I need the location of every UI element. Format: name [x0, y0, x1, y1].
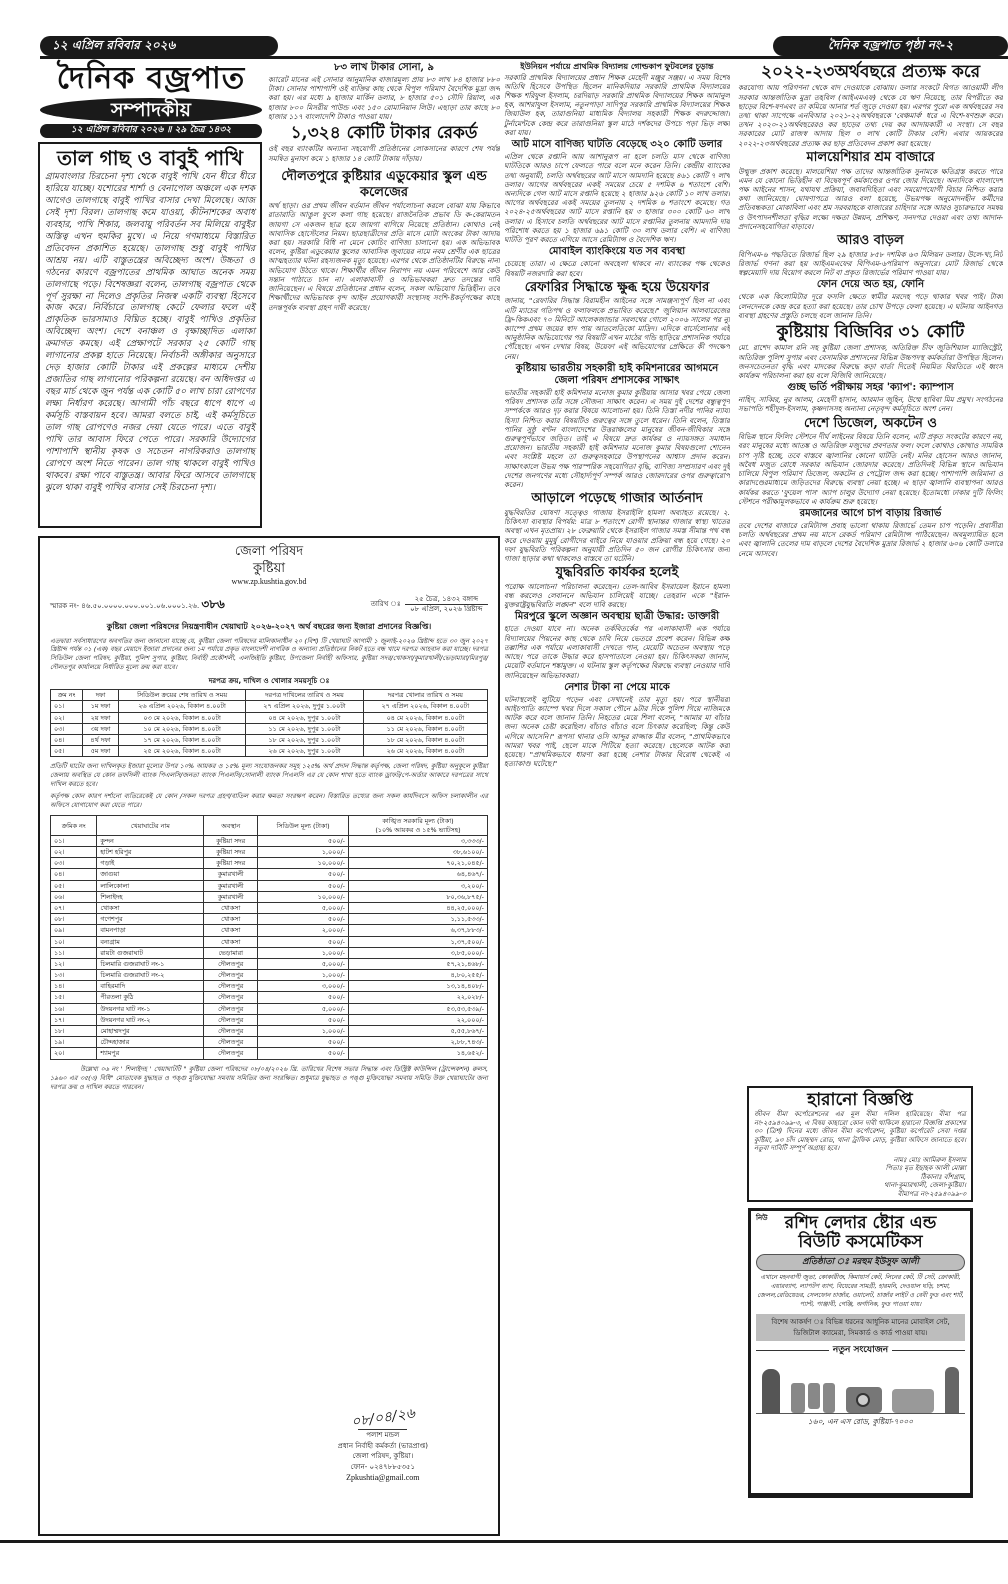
- headline-indian-commissioner: কুষ্টিয়ায় ভারতীয় সহকারী হাই কমিশনারের আগমনে জেলা পরিষদ প্রশাসকের সাক্ষাৎ: [515, 362, 719, 386]
- ghat-cell: ১১।: [51, 947, 97, 958]
- editorial-body: গ্রামবাংলার চিরচেনা দৃশ্য থেকে বাবুই পাখি যেন ধীরে ধীরে হারিয়ে যাচ্ছে। যশোরের শার্শা ও বেনাপোল অঞ্চলে এক দশক আগেও তালগাছে বাবুই পাখির বাসার দেখা মিলেছে। আজ সেই দৃশ্য বিরল। তালগাছ কমে যাওয়া, কীটনাশকের অবাধ ব্যবহার, পাখি শিকার, জলবায়ু পরিবর্তন সব মিলিয়ে বাবুইর অস্তিত্ব এখন হুমকির মুখে। এ নিয়ে গণমাধ্যমে বিস্তারিত প্রতিবেদন প্রকাশিত হয়েছে। তালগাছ শুধু বাবুই পাখির আশ্রয় নয়। এটি বাস্তুতন্ত্রের অবিচ্ছেদ্য অংশ। উচ্চতা ও গঠনের কারণে বজ্রপাতের প্রাথমিক আঘাত অনেক সময় তালগাছে পড়ে। বিশেষজ্ঞরা বলেন, তালগাছ বজ্রপাত থেকে পূর্ণ সুরক্ষা না দিলেও প্রকৃতির নিজস্ব একটি ব্যবস্থা হিসেবে কাজ করে। নির্বিচারে তালগাছ কেটে ফেলার ফলে এই প্রাকৃতিক ভারসাম্যও বিঘ্নিত হচ্ছে। বাবুই পাখিও প্রকৃতির অবিচ্ছেদ্য অংশ। দেশে বনাঞ্চল ও বৃক্ষাচ্ছাদিত এলাকা ক্রমাগত কমছে। এই প্রেক্ষাপটে সরকার ২৫ কোটি গাছ লাগানোর প্রকল্প হাতে নিয়েছে। নির্বাচনী অঙ্গীকার অনুসারে দেড় হাজার কোটি টাকার এই প্রকল্পের মাধ্যমে দেশীয় প্রজাতির গাছ লাগানোর পরিকল্পনা রয়েছে। বন অধিদপ্তর এ বছর মার্চ থেকে জুন পর্যন্ত এক কোটি ৫০ লাখ চারা রোপণের লক্ষ্য নির্ধারণ করেছে। আগামী পাঁচ বছরে ধাপে ধাপে এ কর্মসূচি বাস্তবায়ন হবে। আমরা বলতে চাই, এই কর্মসূচিতে তাল গাছ রোপণেও নজর দেয়া যেতে পারে। এতে বাবুই পাখি তার আবাস ফিরে পেতে পারে। সরকারি উদ্যোগের পাশাপাশি স্থানীয় কৃষক ও সচেতন নাগরিকরাও তালগাছ রোপণে অংশ নিতে পারেন। তাল গাছ থাকলে বাবুই পাখিও থাকবে। রক্ষা পাবে বাস্তুতন্ত্র। আবার ফিরে আসবে তালগাছে ঝুলে থাকা বাবুই পাখির বাসার সেই চিরচেনা দৃশ্য।: [45, 172, 255, 493]
- schedule-cell: ০৪।: [51, 734, 83, 745]
- ghat-cell: ১৭।: [51, 1014, 97, 1025]
- schedule-header-cell: দরপত্র খোলার তারিখ ও সময়: [363, 690, 487, 701]
- person-image-icon: [945, 1367, 959, 1413]
- article-uefa: জানায়, "রেফারির সিদ্ধান্ত বিরামহীন আইনের সঙ্গে সামঞ্জস্যপূর্ণ ছিল না এবং এটি ম্যাচের গতিপথ ও ফলাফলকে প্রভাবিত করেছে।" জুলিয়ান আলবারেজের ফ্রি-কিকএবং ৭০ মিনিটে আলেকজান্ডার সরলথের গোলে ২০০৬ সালের পর ন্যু ক্যাম্পে প্রথম জয়ের স্বাদ পায় আতলেতিকো মাদ্রিদ। এদিকে বার্সেলোনার এই আনুষ্ঠানিক অভিযোগের পর বিষয়টি এখন মাঠের গন্ডি ছাড়িয়ে প্রশাসনিক পর্যায়ে পৌঁছেছে। এখন দেখার বিষয়, উয়েফা এই অভিযোগের প্রেক্ষিতে কী পদক্ষেপ নেয়।: [504, 296, 730, 361]
- ad-products: এখানে মহনবাগী জুতা, কোকারীজ, কিমায়ার্স কেট, লিনের কেট, টি সেট, ক্রোকারী, এয়ারব্যাগ, ল্যাপটপ ব্যাগ, বিয়েরের সামগ্রী, হারমনি, দেওয়াল ঘড়ি, চশমা, জেলল,রেডিয়েডর, সেলফোন চার্জার, ওয়ালেট, চার্জার লাইট ও বেবী ফুড এবং শার্ট, প্যান্ট, পাঞ্জাবী, গেঞ্জি, অর্গানিক, ফুড পাওয়া যায়।: [757, 1274, 964, 1309]
- ghat-cell: দৌলতপুর: [204, 992, 258, 1003]
- date-line-text: ১২ এপ্রিল রবিবার ২০২৬ ॥ ২৯ চৈত্র ১৪৩২: [70, 125, 232, 136]
- ghat-header-cell: কাঙ্খিত সরকারি মূল্য (টাকা) (১০% আয়কর ও ১৫% ভ্যাটসহ): [348, 816, 487, 835]
- headline-admission: গুচ্ছ ভর্তি পরীক্ষায় সহর 'ক্যাপ': ক্যাম্পাস: [787, 382, 954, 394]
- ghat-cell: ০৭।: [51, 902, 97, 913]
- ghat-cell: ১,০০০/-: [258, 970, 349, 981]
- signer-name: পলাশ মন্ডল: [358, 1429, 407, 1441]
- ghat-cell: ভেড়ামারা: [204, 947, 258, 958]
- headline-diesel: দেশে ডিজেল, অকটেন ও: [804, 415, 937, 431]
- memo-number: স্মারক নং- ৪৬.৫০.০০০০.০০০.০০১.০৬.০০০১.২৬.: [50, 602, 200, 611]
- schedule-cell: ০৪ মে ২০২৬, দুপুর ১.০০টা: [246, 712, 363, 723]
- tender-org: জেলা পরিষদ: [234, 544, 304, 559]
- lost-notice-sign-line: বীমাপত্র নং-২৫৯৪০৯৯-৩: [897, 1189, 966, 1198]
- page-number-text: দৈনিক বজ্রপাত পৃষ্ঠা নং-২: [827, 38, 954, 53]
- signature-block: [337, 1405, 428, 1484]
- ghat-cell: ৫০০/-: [258, 880, 349, 891]
- ghat-row: [51, 869, 488, 880]
- mobile-phone-icon: [791, 1383, 805, 1413]
- schedule-header-cell: দরপত্র দাখিলের তারিখ ও সময়: [246, 690, 363, 701]
- ghat-row: [51, 947, 488, 958]
- schedule-table: [50, 689, 488, 757]
- ghat-cell: দৌলতপুর: [204, 981, 258, 992]
- tender-district: কুষ্টিয়া: [252, 560, 286, 576]
- schedule-cell: ২৫ মে ২০২৬, বিকাল ৪.০০টা: [118, 746, 245, 757]
- headline-murder: নেশার টাকা না পেয়ে মাকে: [564, 681, 670, 693]
- ghat-row: [51, 1014, 488, 1025]
- ghat-cell: ১,০০০/-: [258, 947, 349, 958]
- article-admission: নাহিদ, সাব্বির, নুর আলম, মেহেদী হাসান, আরমান জুহিন, উম্মে হাবিবা মিম প্রমুখ। সংগঠনের সভাপতি শহীদুল-ইসলাম, কৃষ্ণদাসসহ অন্যান্য নেতৃবৃন্দ কর্মসূচিতে অংশ নেন।: [738, 395, 1003, 414]
- ghat-cell: ৩৮,৬১০০/-: [348, 847, 487, 858]
- ghat-cell: ১৯।: [51, 1037, 97, 1048]
- ghat-cell: দৌলতপুর: [204, 1003, 258, 1014]
- article-bgb: মো. রাশেদ কামাল রনি সহ কুষ্টিয়া জেলা প্রশাসক, অতিরিক্ত চীফ জুডিশিয়াল ম্যাজিস্ট্রেট, অতিরিক্ত পুলিশ সুপার এবং বেসামরিক প্রশাসনের বিভিন্ন উচ্চপদস্থ কর্মকর্তারা উপস্থিত ছিলেন। জনসচেতনতা বৃদ্ধি এবং মাদকের বিরুদ্ধে কড়া বার্তা দিতেই নিয়মিত বিরতিতে এই ধ্বংস কার্যক্রম পরিচালনা করা হয় বলে বিজিবি জানিয়েছে।: [738, 343, 1003, 380]
- lost-notice-title: হারানো বিজ্ঞপ্তি: [807, 1090, 913, 1110]
- schedule-cell: ০২।: [51, 712, 83, 723]
- ghat-cell: ১৩,১৪,৪০৮/-: [348, 981, 487, 992]
- ghat-cell: ০৩।: [51, 858, 97, 869]
- footer-rule: [0, 1540, 1008, 1543]
- headline-tax: ২০২২-২৩অর্থবছরে প্রত্যক্ষ করে: [760, 62, 981, 82]
- lost-notice-sign-line: ঠিকানাঃ বাঁশগ্রাম,: [920, 1172, 966, 1181]
- ghat-cell: খোকসা: [204, 925, 258, 936]
- column-2: [268, 60, 500, 534]
- headline-mobile-banking: মোবাইল ব্যাংকিংয়ে যত সব ব্যবস্থা: [548, 246, 686, 258]
- ghat-cell: ৫,৫৫,৮৬৭/-: [348, 1026, 487, 1037]
- signature-date: ০৮/০৪/২৬: [349, 1405, 416, 1431]
- ghat-cell: ১৩।: [51, 970, 97, 981]
- tender-notice: [38, 536, 500, 1536]
- ghat-cell: ২০।: [51, 1048, 97, 1059]
- signer-office: জেলা পরিষদ, কুষ্টিয়া।: [352, 1452, 414, 1460]
- ghat-cell: খোকসা: [204, 936, 258, 947]
- ghat-cell: খোকসা: [97, 902, 204, 913]
- ghat-cell: দৌলতপুর: [204, 1037, 258, 1048]
- headline-gaza: আড়ালে পড়েছে গাজার আর্তনাদ: [531, 491, 703, 507]
- ghat-row: [51, 1003, 488, 1014]
- article-tax: করযোগ্য আয় পরিগণনা থেকে বাদ দেওয়াকে বোঝায়। ডলার সংকটে বিগত আওয়ামী লীগ সরকার আন্তর্জাতিক মুদ্রা তহবিল (আইএমএফ) থেকে যে ঋণ নিয়েছে, তার বিপরীতে কর ছাড়ের বিশে-ষণএবং তা কমিয়ে আনার শর্ত জুড়ে দেওয়া হয়। এরপর পুরো এক অর্থবছরের সব তথ্য থাকা সাপেক্ষে এনবিআর ২০২১-২২অর্থবছরকে 'বেঞ্চমার্ক' ধরে এ বিশে-ষণশুরু করে। তখন ২০২০-২১অর্থবছরেরও কর ছাড়ের তথ্য দেয় কর আদায়কারী এ সংস্থা। সে বছর সরকারের মোট রাজস্ব আদায় ছিল ৩ লাখ কোটি টাকার বেশি। এবার আয়করের ২০২২-২৩অর্থবছরের প্রত্যক্ষ কর ছাড় প্রতিবেদন প্রকাশ করা হয়েছে।: [738, 83, 1003, 148]
- schedule-cell: ৫ম দফা: [83, 746, 119, 757]
- schedule-cell: ০৫।: [51, 746, 83, 757]
- ghat-cell: জাগুয়া: [97, 869, 204, 880]
- ghat-row: [51, 902, 488, 913]
- person-image-icon: [762, 1369, 780, 1413]
- ad-new-arrival: নতুন সংযোজন: [832, 1345, 889, 1356]
- article-remittance: তবে দেশের বাজারে রেমিট্যান্স প্রবাহ ভালো থাকায় রিজার্ভে তেমন চাপ পড়েনি। প্রবাসীরা চলতি অর্থবছরের প্রথম নয় মাসে রেকর্ড পরিমাণ রেমিট্যান্স পাঠিয়েছেন। অবমূল্যায়িত হলে এবং জ্বালানি তেলের দাম বাড়লে দেশের বৈদেশিক মুদ্রার রিজার্ভ ২ হাজার ৬০৬ কোটি ডলারে নেমে আসবে।: [738, 521, 1003, 558]
- schedule-cell: ০৩।: [51, 723, 83, 734]
- article-murder: ঘটনাস্থলেই লুটিয়ে পড়েন এবং সেখানেই তার মৃত্যু হয়। পরে স্থানীয়রা আইচপাতি ক্যাম্পে খবর দিলে সকাল পৌনে ৯টার দিকে পুলিশ গিয়ে নাজিমকে আটক করে বলে জানান তিনি। নিহতের মেয়ে শিলা বলেন, "আমার মা বাঁচার জন্য অনেক চেষ্টা করেছিল। বাঁচাও বাঁচাও বলে চিৎকার করেছিল; কিন্তু কেউ এগিয়ে আসেনি।" রূপসা থানার ওসি আব্দুর রাজ্জাক মীর বলেন, "প্রাথমিকভাবে আমরা খবর পাই, ছেলে মাকে পিটিয়ে হত্যা করেছে। ছেলেকে আটক করা হয়েছে। "প্রাথমিকভাবে ধারণা করা হচ্ছে নেশার টাকার বিরোধ থেকেই এ হত্যাকাণ্ড ঘটেছে।": [504, 694, 730, 769]
- schedule-cell: ০৩ মে ২০২৬, বিকাল ৪.০০টা: [118, 712, 245, 723]
- ghat-cell: ০২।: [51, 847, 97, 858]
- ghat-cell: হাটশ হরিপুর: [97, 847, 204, 858]
- schedule-cell: ১১ মে ২০২৬, দুপুর ১.০০টা: [246, 723, 363, 734]
- headline-educare: দৌলতপুরে কুষ্টিয়ার এডুকেয়ার স্কুল এন্ড কলেজের: [281, 168, 487, 200]
- ghat-cell: বামনপাড়া: [97, 925, 204, 936]
- ghat-cell: ৫৩,৫৩,৫৩৯/-: [348, 1003, 487, 1014]
- ghat-cell: ৫০০/-: [258, 936, 349, 947]
- ghat-row: [51, 914, 488, 925]
- schedule-cell: ১০ মে ২০২৬, বিকাল ৪.০০টা: [118, 723, 245, 734]
- schedule-header-cell: সিডিউল ক্রয়ের শেষ তারিখ ও সময়: [118, 690, 245, 701]
- ghat-cell: দৌলতপুর: [204, 970, 258, 981]
- ghat-cell: ৫০০/-: [258, 1014, 349, 1025]
- schedule-cell: ১ম দফা: [83, 701, 119, 712]
- ghat-cell: ৩,৩৩৩/-: [348, 835, 487, 846]
- headline-bgb: কুষ্টিয়ায় বিজিবির ৩১ কোটি: [776, 321, 965, 342]
- schedule-cell: ২৭ এপ্রিল ২০২৬, বিকাল ৪.০০টা: [363, 701, 487, 712]
- ghat-row: [51, 1026, 488, 1037]
- ghat-cell: দৌলতপুর: [204, 958, 258, 969]
- video-camera-icon: [892, 1389, 934, 1413]
- masthead: দৈনিক বজ্রপাত: [56, 61, 246, 96]
- ghat-cell: ৫,০০০/-: [258, 958, 349, 969]
- ghat-cell: ০৫।: [51, 880, 97, 891]
- editorial-box: [38, 142, 262, 528]
- ghat-cell: উদয়নগর ঘাট নং-২: [97, 1014, 204, 1025]
- schedule-row: [51, 712, 488, 723]
- ghat-cell: শিলাইদহ: [97, 891, 204, 902]
- ghat-row: [51, 1048, 488, 1059]
- schedule-header-cell: দফা: [83, 690, 119, 701]
- ad-new-tag: নিউ: [756, 1213, 768, 1222]
- ghat-cell: খোকসা: [204, 914, 258, 925]
- ghat-cell: ৬,৩৭,৮৮৩/-: [348, 925, 487, 936]
- ghat-cell: ৩,২০০/-: [348, 880, 487, 891]
- ghat-row: [51, 958, 488, 969]
- ghat-row: [51, 936, 488, 947]
- date-pill-text: ১২ এপ্রিল রবিবার ২০২৬: [52, 38, 176, 53]
- ghat-cell: গণেশপুর: [97, 914, 204, 925]
- schedule-cell: ০১।: [51, 701, 83, 712]
- ghat-cell: ১০,০০০/-: [258, 858, 349, 869]
- ad-address: ১৬০, এন এস রোড, কুষ্টিয়া-৭০০০: [807, 1416, 914, 1426]
- ghat-cell: ০১।: [51, 835, 97, 846]
- ghat-cell: ২,৮৮,৭৪৩/-: [348, 1037, 487, 1048]
- signer-title: প্রধান নির্বাহী কর্মকর্তা (ভারপ্রাপ্ত): [337, 1441, 428, 1450]
- lost-notice-sign-line: পিতাঃ মৃত ইছাহক আলী মোল্লা: [885, 1164, 966, 1173]
- article-malaysia: উন্মুক্ত প্রকাশ করেছে। মালয়েশিয়া পক্ষ তাদের আন্তর্জাতিক সুনামকে ক্ষতিগ্রস্ত করতে পারে এমন যে কোনো ভিত্তিহীন বা বিদ্বেষপূর্ণ কর্মকাণ্ডের ওপর জোর দিয়েছে। অন্যদিকে বাংলাদেশ পক্ষ আইনের শাসন, যথাযথ প্রক্রিয়া, জবাবদিহিতা এবং সময়োপযোগী বিচার নিশ্চিত করার কথা জানিয়েছে। ঘোষণাপত্রে আরও বলা হয়েছে, উভয়পক্ষ অনুমোদনহীন কর্মীদের প্রতিবন্ধকতা মোকাবিলা এবং শ্রম সরবরাহকে বাজারের চাহিদার সঙ্গে আরও সুচারুভাবে সমন্বয় ও উৎপাদনশীলতা বৃদ্ধির লক্ষ্যে দক্ষতা উন্নয়ন, প্রশিক্ষণ, সনদপত্র দেওয়া এবং তথ্য আদান-প্রদানেসহযোগিতা বাড়াবে।: [738, 166, 1003, 231]
- ghat-cell: ১,৩৭,৫০০/-: [348, 936, 487, 947]
- ghat-cell: ০৪।: [51, 869, 97, 880]
- article-mobile-banking: চেয়েছে তারা। এ ক্ষেত্রে কোনো অবহেলা থাকবে না। ব্যাংকের পক্ষ থেকেও বিষয়টি নজরদারি করা হবে।: [504, 259, 730, 278]
- ghat-cell: ১৪।: [51, 981, 97, 992]
- article-ceasefire: পরোক্ষ আলোচনা পরিচালনা করেছেন। তেল-আবিব ইসরায়েল ইরানে হামলা বন্ধ করলেও লেবাননে অভিযান চালিয়েই যাচ্ছে। তেহরান একে "ইরান-যুক্তরাষ্ট্রযুদ্ধবিরতি লঙ্ঘন" বলে দাবি করছে।: [504, 581, 730, 610]
- column-3: [504, 60, 730, 1540]
- ghat-cell: কুমারখালী: [204, 880, 258, 891]
- schedule-cell: ১৮ মে ২০২৬, বিকাল ৪.০০টা: [363, 734, 487, 745]
- schedule-row: [51, 746, 488, 757]
- ghat-cell: উদয়নগর ঘাট নং-১: [97, 1003, 204, 1014]
- ghat-cell: বন্যগ্রাম: [97, 936, 204, 947]
- headline-football: ইউনিয়ন পর্যায়ে প্রাথমিক বিদ্যালয় গোল্ডকাপ ফুটবলের চূড়ান্ত: [520, 61, 714, 71]
- camera-icon: [846, 1387, 882, 1413]
- ghat-cell: ৫০০/-: [258, 1048, 349, 1059]
- headline-mirpur-school: মিরপুরে স্কুলে অজ্ঞান অবস্থায় ছাত্রী উদ্ধার: ডাক্তারী: [514, 611, 720, 623]
- article-trade-deficit: এপ্রিল থেকে রপ্তানি আয় আশানুরূপ না হলে চলতি মাস থেকে বাণিজ্য ঘাটতিকে আরও চাপে ফেলতে পারে বলে মনে করেন তিনি। কেন্দ্রীয় ব্যাংকের তথ্য অনুযায়ী, চলতি অর্থবছরের আট মাসে আমদানি হয়েছে ৪৬১ কোটি ৭ লাখ ডলার। আগের অর্থবছরের একই সময়ের চেয়ে ৫ দশমিক ৬ শতাংশে বেশি। অন্যদিকে গেল আট মাসে রপ্তানি হয়েছে ২ হাজার ৯২৬ কোটি ১০ লাখ ডলার। আগের অর্থবছরের একই সময়ের তুলনায় ২ দশমিক ৬ শতাংশে কমেছে। গত ২০২৪-২৫অর্থবছরের আট মাসে রপ্তানি হয় ৩ হাজার ৩০০ কোটি ৬০ লাখ ডলার। এ হিসাবে চলতি অর্থবছরের আট মাসে রপ্তানির তুলনায় আমদানি দায় পরিশোধ করতে হয় ১ হাজার ৬৯১ কোটি ৩০ লাখ ডলার বেশি। এ বাণিজ্য ঘাটতি পূরণ করতে এগিয়ে আসে রেমিট্যান্স ও বৈদেশিক ঋণ।: [504, 152, 730, 245]
- ghat-cell: রায়টা গুজরাঘাট: [97, 947, 204, 958]
- ghat-row: [51, 1037, 488, 1048]
- schedule-row: [51, 723, 488, 734]
- ghat-row: [51, 858, 488, 869]
- headline-reserve: আরও বাড়ল: [837, 233, 904, 249]
- ghat-row: [51, 992, 488, 1003]
- ghat-cell: খোকসা: [204, 902, 258, 913]
- ghat-cell: ৫,০০০/-: [258, 1003, 349, 1014]
- ghat-row: [51, 981, 488, 992]
- ghat-cell: কুন্দন: [97, 835, 204, 846]
- schedule-cell: ০৪ মে ২০২৬, বিকাল ৪.০০টা: [363, 712, 487, 723]
- ghat-cell: পীরতলা কুঠি: [97, 992, 204, 1003]
- ghat-cell: কুষ্টিয়া সদর: [204, 847, 258, 858]
- date-label: তারিখ ঃ: [370, 600, 401, 609]
- ghat-cell: ১,০০০/-: [258, 1026, 349, 1037]
- ghat-cell: ১২।: [51, 958, 97, 969]
- article-phone: থেকে এক কিলোমিটার দূরে ফসলি ক্ষেতে স্বামীর মরদেহ পড়ে থাকার খবর পাই। টাকা লেনদেনকে কেন্দ্র করে হত্যা করা হয়েছে। তার চোখ উপড়ে ফেলা হয়েছে। এ ঘটনায় আইনগত ব্যবস্থা গ্রহণের প্রস্তুতি চলছে বলে জানান তিনি।: [738, 292, 1003, 320]
- ghat-cell: ৫০০/-: [258, 992, 349, 1003]
- article-gold: ক্যারেট মানের এই সোনার আনুমানিক বাজারমূল্য প্রায় ৮৩ লাখ ৮৪ হাজার ৮৮০ টাকা। সোনার পাশাপাশি ওই ব্যক্তির কাছ থেকে বিপুল পরিমাণ বৈদেশিক মুদ্রা জব্দ করা হয়। এর মধ্যে ৯ হাজার মার্কিন ডলার, ৮ হাজার ৫০১ সৌদি রিয়াল, এক হাজার ৮০০ মিসরীয় পাউন্ড এবং ১৫০ রোমানিয়ান লিউ। এছাড়া তার কাছে ৮০ হাজার ১১৭ বাংলাদেশি টাকাও পাওয়া যায়।: [268, 75, 500, 121]
- ghat-cell: গড়াই: [97, 858, 204, 869]
- article-mirpur-school: হাতে দেওয়া যাবে না। অনেক তর্কবিতর্কের পর এলাকাবাসী এক পর্যায়ে বিদ্যালয়ের পিয়নের কাছ থেকে চাবি নিয়ে ভেতরে প্রবেশ করেন। বিভিন্ন কক্ষ তল্লাশির এক পর্যায়ে এলাকাবাসী দেখতে পান, মেয়েটি অচেতন অবস্থায় পড়ে আছে। পরে তাকে উদ্ধার করে হাসপাতালে নেওয়া হয়। চিকিৎসকরা জানান, মেয়েটি বর্তমানে শঙ্কামুক্ত। এ ঘটনায় স্কুল কর্তৃপক্ষের বিরুদ্ধে ব্যবস্থা নেওয়ার দাবি জানিয়েছেন অভিভাবকরা।: [504, 624, 730, 680]
- ad-special-offer: বিশেষ আকর্ষণ ঃ বিভিন্ন ধরনের আধুনিক মানের মোবাইল সেট, ডিজিটাল ক্যামেরা, সিমকার্ড ও কার্ড পাওয়া যায়।: [756, 1314, 965, 1341]
- ad-product-images: [756, 1360, 965, 1414]
- ghat-header-cell: খেয়াঘাটের নাম: [97, 816, 204, 835]
- editorial-title: তাল গাছ ও বাবুই পাখি: [56, 146, 243, 170]
- ghat-cell: চৌদ্দহাজার: [97, 1037, 204, 1048]
- date-line: [40, 124, 262, 138]
- schedule-cell: ৪র্থ দফা: [83, 734, 119, 745]
- lost-notice: [747, 1086, 973, 1202]
- schedule-cell: ৩য় দফা: [83, 723, 119, 734]
- mobile-phone-icon: [808, 1383, 820, 1409]
- signer-phone: ফোন- ০২৪৭৮৮৫৩৫১: [350, 1462, 415, 1471]
- ghat-cell: ২,০০০/-: [258, 925, 349, 936]
- ghat-cell: লালিকোলা: [97, 880, 204, 891]
- page-pill: [773, 36, 1008, 56]
- schedule-cell: ১১ মে ২০২৬, বিকাল ৪.০০টা: [363, 723, 487, 734]
- ghat-cell: ৫০০/-: [258, 869, 349, 880]
- leather-store-ad: [748, 1208, 973, 1498]
- schedule-cell: ১৮ মে ২০২৬, দুপুর ১.০০টা: [246, 734, 363, 745]
- tender-footnote: উল্লেখ্য ০৬ নং ' শিলাইদহ ' খেয়াঘাটটি " কুষ্টিয়া জেলা পরিষদের ০৮/০৪/২০২৬ খ্রি. তারিখের বিশেষ সভার সিদ্ধান্ত এবং ডিস্ট্রিক্ট কাউন্সিল (ট্রান্সেকশন) রুলস, ১৯৬০ এর ৩৫(৩) বিধি" মোতাবেক যুদ্ধাহত ও পঙ্গু মুক্তিযোদ্ধা সমবায় সমিতির জন্য সংরক্ষিত। শুধুমাত্র যুদ্ধাহত ও পঙ্গু মুক্তিযোদ্ধা সমবায় সমিতি উক্ত খেয়াঘাটের জন্য দরপত্র ক্রয় ও দাখিল করতে পারবেন।: [50, 1064, 488, 1091]
- ghat-cell: মোহাম্মদপুর: [97, 1026, 204, 1037]
- ghat-header-cell: অবস্থান: [204, 816, 258, 835]
- ghat-cell: দৌলতপুর: [204, 1014, 258, 1025]
- ad-store-name-1: রশিদ লেদার ষ্টোর এন্ড: [784, 1213, 937, 1233]
- schedule-cell: ২য় দফা: [83, 712, 119, 723]
- signer-email[interactable]: Zpkushtia@gmail.com: [346, 1473, 420, 1482]
- schedule-title: দরপত্র ক্রয়, দাখিল ও খোলার সময়সূচি ঃ: [208, 677, 330, 686]
- headline-trade-deficit: আট মাসে বাণিজ্য ঘাটতি বেড়েছে ৩২০ কোটি ডলার: [511, 139, 723, 151]
- ghat-row: [51, 970, 488, 981]
- ghat-cell: ৬৪,৪৬৭/-: [348, 869, 487, 880]
- ghat-cell: ০৯।: [51, 925, 97, 936]
- date-bengali: ২৫ চৈত্র, ১৪৩২ বঙ্গাব্দ: [405, 595, 488, 605]
- mobile-phone-icon: [823, 1383, 835, 1413]
- ghat-cell: ৮০,৩৬,৮৭৫/-: [348, 891, 487, 902]
- schedule-cell: ২৭ এপ্রিল ২০২৬, দুপুর ১.০০টা: [246, 701, 363, 712]
- ghat-row: [51, 847, 488, 858]
- article-diesel: বিভিন্ন স্থানে ফিলিং স্টেশনে দীর্ঘ লাইনের বিষয়ে তিনি বলেন, এটি প্রকৃত সংকটের কারণে নয়, বরং মানুষের মধ্যে আতঙ্ক ও অতিরিক্ত মজুদের প্রবণতার ফল। ফলে কোথাও কোথাও সাময়িক চাপ সৃষ্টি হচ্ছে, তবে বাস্তবে জ্বালানির কোনো ঘাটতি নেই। মনির হোসেন আরও জানান, অবৈধ মজুত রোধে সরকার অভিযান জোরদার করেছে। প্রতিদিনই বিভিন্ন স্থানে অভিযান চালিয়ে বিপুল পরিমাণ ডিজেল, অকটেন ও পেট্রোল জব্দ করা হচ্ছে। পাশাপাশি জরিমানা ও কারাদণ্ডেরমাধ্যমে জড়িতদের বিরুদ্ধে ব্যবস্থা নেয়া হচ্ছে। এ ছাড়া জ্বালানি ব্যবস্থাপনা আরও কার্যকর করতে 'ফুয়েল পাস' অ্যাপ চালুর উদ্যোগ নেয়া হয়েছে। ইতোমধ্যে ঢাকার দুটি ফিলিং স্টেশনে পরীক্ষামূলকভাবে এ কার্যক্রম শুরু হয়েছে।: [738, 432, 1003, 506]
- ghat-cell: ৩,৮৫,০০০/-: [348, 947, 487, 958]
- ghat-cell: ৪৪,২৫,০০০/-: [348, 902, 487, 913]
- ghat-row: [51, 880, 488, 891]
- ghat-cell: দৌলতপুর: [204, 1048, 258, 1059]
- article-educare: অর্থ ছাড়া। ওর প্রথম জীবন বর্তমান জীবন পর্যালোচনা করলে বোঝা যায় কিভাবে রাতারাতি আঙুল ফুলে কলা গাছ হয়েছে। রাজনৈতিক প্রভাব ডি ক-কেরামতন জায়গা সে একজন ছাত্র হয়ে জায়গা বাগিয়ে নিয়েছে প্রতিষ্ঠান। কোথাও নেই আবাসিক হোস্টেলের নিয়ম। ছাত্রছাত্রীদের প্রতি মাসে মোটা অংকের টাকা আদায় করা হয়। সরকারি বিধি না মেনে কোচিং বাণিজ্য চালানো হয়। এক অভিভাবক বলেন, কুষ্টিয়া এডুকেয়ার স্কুলের আবাসিক জুবায়ের নামে নবম শ্রেণীর এক ছাত্রের আত্মহত্যার ঘটনা রহস্যজনক মৃত্যু হয়েছে। এরপর থেকে প্রতিষ্ঠানটির বিরুদ্ধে নানা অভিযোগ উঠতে থাকে। শিক্ষার্থীর জীবন নিরাপদ নয় এমন পরিবেশে আর কেউ সন্তান পাঠাতে চান না। এলাকাবাসী ও অভিভাবকরা দ্রুত তদন্তের দাবি জানিয়েছেন। এ বিষয়ে প্রতিষ্ঠানের প্রধান বলেন, সকল অভিযোগ ভিত্তিহীন। তবে শিক্ষার্থীদের অভিভাবক বৃন্দ আইন প্রয়োগকারী সংস্থাসহ সংশি-ষ্টকর্তৃপক্ষের কাছে তদন্তপূর্বক ব্যবস্থা গ্রহণ দাবী করেছে।: [268, 201, 500, 312]
- ghat-cell: ১৮।: [51, 1026, 97, 1037]
- memo-handwritten: ৩৮৬: [201, 597, 225, 612]
- ghat-cell: দৌলতপুর: [204, 1026, 258, 1037]
- article-gaza: যুদ্ধবিরতির ঘোষণা সত্ত্বেও গাজায় ইসরাইলি হামলা অব্যাহত রয়েছে। ২. চিকিৎসা ব্যবস্থার বিপর্যয়: মাত্র ৮ শতাংশে রোগী স্থানান্তর গাজার স্বাস্থ্য খাতের অবস্থা এখন মৃতপ্রায়। ২৮ ফেব্রুয়ারি থেকে ইসরাইল গাজার সমস্ত সীমান্ত পথ বন্ধ করে দেওয়ায় মুমূর্ষু রোগীদের বাইরে নিয়ে যাওয়ার প্রক্রিয়া বন্ধ হয়ে গেছে। ২০ দফা যুদ্ধবিরতি পরিকল্পনা অনুযায়ী প্রতিদিন ৫০ জন রোগীর চিকিৎসার জন্য গাজা ছাড়ার কথা থাকলেও বাস্তবে তা ঘটেনি।: [504, 507, 730, 563]
- ghat-cell: ২২,০২৮/-: [348, 992, 487, 1003]
- schedule-row: [51, 734, 488, 745]
- tender-intro: এতদ্বারা সর্বসাধারণের অবগতির জন্য জানানো যাচ্ছে যে, কুষ্টিয়া জেলা পরিষদের মালিকানাধীন ২০ (বিশ) টি খেয়াঘাট আগামী ১ জুলাই-২০২৬ খ্রিষ্টাব্দ হতে ৩০ জুন ২০২৭ খ্রিষ্টাব্দ পর্যন্ত ০১ (এক) বছর মেয়াদে ইজারা প্রদানের জন্য ১ম পর্যায়ে প্রকৃত বাংলাদেশী নাগরিক ও অন্যান্য প্রতিষ্ঠানের নিকট হতে বন্ধ খামে দরপত্র আহবান করা যাচ্ছে। দরপত্র সিডিউল জেলা পরিষদ, কুষ্টিয়া, পুলিশ সুপার, কুষ্টিয়া, নির্বাহী প্রকৌশলী, এলজিইডি কুষ্টিয়া, উপজেলা নির্বাহী অফিসার, কুষ্টিয়া সদর/খোকসা/কুমারখালী/ভেড়ামারা/মিরপুর/দৌলতপুর কার্যালয়ে নির্ধারিত মূল্যে ক্রয় করা যাবে।: [50, 636, 488, 671]
- date-pill: [40, 36, 278, 56]
- tender-terms: প্রতিটি ঘাটের জন্য দাখিলকৃত ইজারা মূল্যের উপর ১০% আয়কর ও ১৫% মূল্য সংযোজনকর সমূহ ১২৫% অর্থ প্রদান সিদ্ধান্ত কর্তৃপক্ষ, জেলা পরিষদ, কুষ্টিয়া অনুকূলে কুষ্টিয়া জেলায় অবস্থিত যে কোন তফসিলী ব্যাংক পিএলসি/জনতা ব্যাংক পিএলসি/সোনালী ব্যাংক পিএলসি এর যে কোন শাখা হতে ব্যাংক ড্রাফট/পে-অর্ডার আকারে দরপত্রের সাথে দাখিল করতে হবে।: [50, 762, 488, 788]
- column-4: [738, 60, 1003, 1070]
- headline-ceasefire: যুদ্ধবিরতি কার্যকর হলেই: [555, 565, 679, 581]
- lost-notice-sign-line: নামঃ মোঃ আমিরুল ইসলাম: [893, 1155, 966, 1164]
- headline-remittance: রমজানের আগে চাপ বাড়ায় রিজার্ভ: [799, 508, 942, 519]
- lost-notice-body: জীবন বীমা কর্পোরেশনের এর মূল বীমা দলিল হারিয়েছে। বীমা পত্র নং-২৫৯৪০৯৯-৩, এ বিষয় কাহারো কোন দাবী থাকিলে হারানো বিজ্ঞপ্তি প্রকাশের ৩০ (ত্রিশ) দিনের মধ্যে জীবন বীমা কর্পোরেশন, কুষ্টিয়া কর্পোরেট সেবা দপ্তর কুষ্টিয়া, ৯৩ চাঁদ মোহম্মদ রোড, থানা ট্রাফিক মোড়, কুষ্টিয়া অফিসে জানাতে হবে। নতুবা দাবিটি সম্পূর্ণ অগ্রাহ্য হবে।: [754, 1110, 966, 1153]
- ghat-table: [50, 815, 488, 1059]
- article-football: সরকারি প্রাথমিক বিদ্যালয়ের প্রধান শিক্ষক মেহেদী মঞ্জুর সঞ্জয়। এ সময় বিশেষ অতিথি হিসেবে উপস্থিত ছিলেন মানিকদিয়ার সরকারি প্রাথমিক বিদ্যালয়ের শিক্ষক শরিফুল ইসলাম, চরদিয়াড় সরকারি প্রাথমিক বিদ্যালয়ের শিক্ষক আমানুল হক, আশরাফুল ইসলাম, নতুনপাড়া সাদিপুর সরকারি প্রাথমিক বিদ্যালয়ের শিক্ষক জিয়াউল হক, তারাগুনিয়া মাধ্যমিক বিদ্যালয় সহকারী শিক্ষক বদরুদ্দোজা। টুর্নামেন্টকে কেন্দ্র করে তারাগুনিয়া স্কুল মাঠে দর্শকদের উপচে পড়া ভিড় লক্ষ্য করা যায়।: [504, 72, 730, 137]
- ghat-header-cell: সিডিউল মূল্য (টাকা): [258, 816, 349, 835]
- article-record: ওই বছর ব্যাংকটির অন্যান্য সহযোগী প্রতিষ্ঠানের লোকসানের কারণে শেষ পর্যন্ত সমন্বিত মুনাফা কমে ১ হাজার ১৪ কোটি টাকায় দাঁড়ায়।: [268, 144, 500, 163]
- header-rule: [40, 56, 1008, 59]
- ghat-cell: শ্যামপুর: [97, 1048, 204, 1059]
- ghat-cell: ১০,০০০/-: [258, 891, 349, 902]
- ghat-cell: কুমারখালী: [204, 869, 258, 880]
- ghat-cell: ৫,০০০/-: [258, 902, 349, 913]
- ghat-cell: ৫০০/-: [258, 1037, 349, 1048]
- ghat-cell: ৪,৮০,২৫৫/-: [348, 970, 487, 981]
- ghat-cell: কুষ্টিয়া সদর: [204, 835, 258, 846]
- ghat-cell: ০৬।: [51, 891, 97, 902]
- ghat-cell: চিলমারি গুজরাঘাট নং-১: [97, 958, 204, 969]
- ghat-row: [51, 891, 488, 902]
- ghat-cell: ১,০০০/-: [258, 847, 349, 858]
- ghat-cell: ৭০,২১,০৪৫/-: [348, 858, 487, 869]
- tender-title: কুষ্টিয়া জেলা পরিষদের নিয়ন্ত্রণাধীন খেয়াঘাট ২০২৬-২০২৭ অর্থ বছরের জন্য ইজারা প্রদানের বিজ্ঞপ্তি।: [106, 622, 432, 632]
- ad-store-name-2: বিউটি কসমেটিকস: [798, 1231, 923, 1252]
- lost-notice-sign-line: থানা-কুমারখালী, জেলা-কুষ্টিয়া।: [884, 1181, 966, 1190]
- ghat-cell: ১,১১,৫৩৩/-: [348, 914, 487, 925]
- ghat-cell: ৫০০/-: [258, 835, 349, 846]
- ghat-row: [51, 835, 488, 846]
- headline-uefa: রেফারির সিদ্ধান্তে ক্ষুব্ধ হয়ে উয়েফার: [524, 279, 710, 295]
- ghat-cell: ৫০০/-: [258, 914, 349, 925]
- ghat-cell: ২২,০০০/-: [348, 1014, 487, 1025]
- ghat-cell: বাহিরমাদি: [97, 981, 204, 992]
- tender-terms-2: কর্তৃপক্ষ কোন কারণ দর্শানো ব্যতিরেকেই যে কোন /সকল দরপত্র গ্রহণ/বাতিল করার ক্ষমতা সংরক্ষণ করেন। বিস্তারিত তথ্যের জন্য সকল কার্যদিবসে অফিস চলাকালীন এর অফিসে যোগাযোগ করা যেতে পারে।: [50, 792, 488, 809]
- headline-record: ১,৩২৪ কোটি টাকার রেকর্ড: [290, 123, 478, 144]
- schedule-cell: ১৭ মে ২০২৬, বিকাল ৪.০০টা: [118, 734, 245, 745]
- ghat-cell: কুষ্টিয়া সদর: [204, 858, 258, 869]
- ghat-cell: ৫৭,২১,৪৬৮/-: [348, 958, 487, 969]
- date-english: ০৮ এপ্রিল, ২০২৬ খ্রিষ্টাব্দ: [410, 605, 483, 614]
- ghat-cell: ১৪,৬৫২/-: [348, 1048, 487, 1059]
- schedule-cell: ২৬ মে ২০২৬, দুপুর ১.০০টা: [246, 746, 363, 757]
- article-reserve: বিপিএম-৬ পদ্ধতিতে রিজার্ভ ছিল ২৯ হাজার ৮৫৮ দশমিক ৬৩ মিলিয়ন ডলার। উলে-খ্য,নিট রিজার্ভ গণনা করা হয় আইএমএফের বিপিএম-৬পরিমাপ অনুসারে। মোট রিজার্ভ থেকে স্বল্পমেয়াদি দায় বিয়োগ করলে নিট বা প্রকৃত রিজার্ভের পরিমাণ পাওয়া যায়।: [738, 249, 1003, 278]
- ghat-cell: ১৬।: [51, 1003, 97, 1014]
- section-banner: [40, 98, 262, 122]
- ghat-cell: ১০।: [51, 936, 97, 947]
- ghat-cell: ০৮।: [51, 914, 97, 925]
- schedule-header-cell: ক্রম নং: [51, 690, 83, 701]
- ghat-header-cell: ক্রমিক নং: [51, 816, 97, 835]
- ghat-cell: চিলমারি গুজরাঘাট নং-২: [97, 970, 204, 981]
- headline-malaysia: মালয়েশিয়ার শ্রম বাজারে: [806, 149, 935, 165]
- headline-phone: ফোন দেয়ে অত হয়, ফোনি: [816, 279, 925, 291]
- ghat-row: [51, 925, 488, 936]
- schedule-row: [51, 701, 488, 712]
- ghat-cell: ১৫।: [51, 992, 97, 1003]
- schedule-cell: ২৬ মে ২০২৬, বিকাল ৪.০০টা: [363, 746, 487, 757]
- ghat-cell: কুমারখালী: [204, 891, 258, 902]
- article-indian-commissioner: ভারতীয় সহকারী হাই কমিশনার মনোজ কুমার কুষ্টিয়ায় আসার খবর পেয়ে জেলা পরিষদ প্রশাসক তাঁর সঙ্গে সৌজন্য সাক্ষাৎ করেন। এ সময় দুই দেশের বন্ধুত্বপূর্ণ সম্পর্ককে আরও দৃঢ় করার বিষয়ে আলোচনা হয়। তিনি তিস্তা নদীর পানির ন্যায্য হিস্যা নিশ্চিত করার বিষয়টিও গুরুত্বের সঙ্গে তুলে ধরেন। তিনি বলেন, তিস্তার পানির সুষ্ঠু বণ্টন বাংলাদেশের উত্তরাঞ্চলের মানুষের জীবন-জীবিকার সঙ্গে গুরুত্বপূর্ণভাবে জড়িত। তাই এ বিষয়ে দ্রুত কার্যকর ও ন্যায়সঙ্গত সমাধান প্রয়োজন। ভারতীয় সহকারী হাই কমিশনার মনোজ কুমার বিষয়গুলো শোনেন এবং সংশ্লিষ্ট মহলে তা গুরুত্বসহকারে উপস্থাপনের আশ্বাস প্রদান করেন। সাক্ষাৎকালে উভয় পক্ষ পারস্পরিক সহযোগিতা বৃদ্ধি, বাণিজ্য সম্প্রসারণ এবং দুই দেশের জনগণের মধ্যে সৌহার্দ্যপূর্ণ সম্পর্ক আরও জোরদারের ওপর গুরুত্বারোপ করেন।: [504, 387, 730, 490]
- section-title: সম্পাদকীয়: [111, 98, 191, 121]
- lost-notice-signature: [754, 1156, 966, 1199]
- headline-gold: ৮৩ লাখ টাকার সোনা, ৯: [334, 62, 434, 73]
- schedule-cell: ২৬ এপ্রিল ২০২৬, বিকাল ৪.০০টা: [118, 701, 245, 712]
- ghat-cell: ৩,০০০/-: [258, 981, 349, 992]
- tender-website[interactable]: www.zp.kushtia.gov.bd: [231, 577, 307, 587]
- ad-founder: প্রতিষ্ঠাতা ঃ মরহুম ইউসুফ আলী: [756, 1254, 965, 1271]
